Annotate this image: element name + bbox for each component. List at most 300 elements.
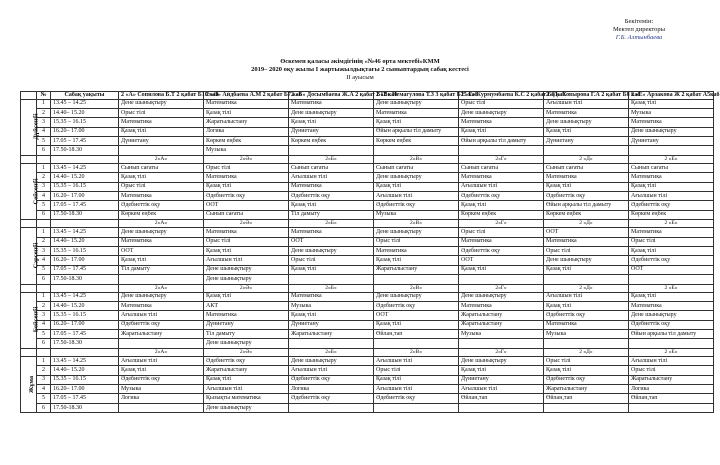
lesson-number: 6	[37, 339, 51, 348]
lesson-subject: Көркем еңбек	[629, 210, 714, 219]
lesson-subject: ООТ	[544, 228, 629, 237]
table-row	[21, 228, 714, 237]
lesson-subject: Жаратылыстану	[629, 375, 714, 384]
lesson-subject: Математика	[459, 237, 544, 246]
lesson-subject: Көркем еңбек	[119, 210, 204, 219]
class-label: 2 «Д»	[544, 220, 629, 228]
lesson-subject: Ағылшын тілі	[204, 256, 289, 265]
lesson-subject	[374, 403, 459, 412]
lesson-subject: Математика	[629, 118, 714, 127]
lesson-subject: Қазақ тілі	[459, 127, 544, 136]
lesson-subject: Әдебиеттік оқу	[374, 301, 459, 310]
lesson-subject: Жаратылыстану	[459, 320, 544, 329]
lesson-subject: Қазақ тілі	[374, 375, 459, 384]
lesson-subject: Сынып сағаты	[289, 163, 374, 172]
schedule-title: 2019– 2020 оқу жылы I жартыжылдықтағы 2 сыныптардың сабақ кестесі	[251, 66, 469, 73]
lesson-subject: Сынып сағаты	[459, 163, 544, 172]
lesson-subject	[629, 146, 714, 155]
lesson-subject: Орыс тілі	[204, 163, 289, 172]
lesson-subject: Дене шынықтыру	[289, 246, 374, 255]
lesson-subject: Математика	[629, 301, 714, 310]
lesson-subject: Қазақ тілі	[119, 256, 204, 265]
header-class-v: 2 «В» Немагулова Т.З 3 қабат Б15 каб	[374, 92, 459, 100]
lesson-time: 17.50-18.30	[51, 210, 119, 219]
table-row	[21, 394, 714, 403]
lesson-subject: Дүниетану	[629, 137, 714, 146]
class-label: 2«А»	[119, 155, 204, 163]
lesson-subject: Дене шынықтыру	[289, 356, 374, 365]
lesson-subject: Орыс тілі	[544, 246, 629, 255]
lesson-subject: Көркем еңбек	[459, 210, 544, 219]
lesson-subject: Әдебиеттік оқу	[629, 320, 714, 329]
table-row	[21, 201, 714, 210]
lesson-subject: Математика	[204, 173, 289, 182]
lesson-subject: Қазақ тілі	[544, 182, 629, 191]
lesson-subject: Қазақ тілі	[374, 320, 459, 329]
header-day	[21, 92, 37, 100]
class-label: 2«Г»	[459, 284, 544, 292]
lesson-subject: Музыка	[289, 301, 374, 310]
lesson-subject: Өйлан,тап	[374, 330, 459, 339]
lesson-subject: Өйлан,тап	[459, 394, 544, 403]
lesson-subject: Ағылшын тілі	[289, 173, 374, 182]
lesson-number: 3	[37, 311, 51, 320]
lesson-subject: Қазақ тілі	[204, 108, 289, 117]
class-label: 2 «Д»	[544, 348, 629, 356]
class-label: 2«Ә»	[204, 348, 289, 356]
lesson-subject: Қазақ тілі	[459, 265, 544, 274]
lesson-subject: Тіл дамыту	[204, 330, 289, 339]
lesson-subject: Дене шынықтыру	[204, 265, 289, 274]
approval-role: Мектеп директоры	[612, 26, 666, 33]
lesson-time: 13.45 – 14.25	[51, 356, 119, 365]
lesson-subject: Орыс тілі	[544, 356, 629, 365]
table-row	[21, 192, 714, 201]
lesson-subject: Қазақ тілі	[289, 265, 374, 274]
table-row	[21, 301, 714, 310]
lesson-subject: Ағылшын тілі	[119, 311, 204, 320]
lesson-time: 17.05 – 17.45	[51, 201, 119, 210]
lesson-subject: Ағылшын тілі	[629, 356, 714, 365]
lesson-subject: Математика	[544, 237, 629, 246]
lesson-subject: Қазақ тілі	[544, 127, 629, 136]
shift-label: II ауысым	[346, 74, 374, 81]
class-label: 2«В»	[374, 284, 459, 292]
lesson-subject: Әдебиеттік оқу	[119, 375, 204, 384]
lesson-number: 5	[37, 201, 51, 210]
table-row	[21, 366, 714, 375]
lesson-subject: Қазақ тілі	[629, 292, 714, 301]
lesson-number: 6	[37, 275, 51, 284]
lesson-subject: Жаратылыстану	[374, 265, 459, 274]
lesson-subject	[289, 403, 374, 412]
class-label-spacer	[21, 284, 37, 292]
lesson-subject: Дене шынықтыру	[459, 108, 544, 117]
lesson-time: 17.50-18.30	[51, 403, 119, 412]
lesson-time: 13.45 – 14.25	[51, 163, 119, 172]
lesson-subject: Әдебиеттік оқу	[374, 394, 459, 403]
lesson-subject: Әдебиеттік оқу	[544, 311, 629, 320]
lesson-subject: Өйын арқылы тіл дамыту	[374, 127, 459, 136]
table-row	[21, 375, 714, 384]
lesson-subject: Дүниетану	[289, 127, 374, 136]
header-time: Сабақ уақыты	[51, 92, 119, 100]
class-label: 2«Б»	[289, 220, 374, 228]
table-row	[21, 292, 714, 301]
lesson-subject: Әдебиеттік оқу	[289, 375, 374, 384]
lesson-subject: Ағылшын тілі	[374, 192, 459, 201]
lesson-subject: Математика	[119, 237, 204, 246]
lesson-time: 13.45 – 14.25	[51, 99, 119, 108]
lesson-subject: Математика	[289, 292, 374, 301]
class-label: 2«Г»	[459, 155, 544, 163]
lesson-subject	[289, 146, 374, 155]
lesson-subject: Өйын арқылы тіл дамыту	[459, 137, 544, 146]
lesson-subject: Орыс тілі	[119, 182, 204, 191]
lesson-subject: Қазақ тілі	[629, 182, 714, 191]
lesson-subject: Қазақ тілі	[289, 118, 374, 127]
lesson-subject: Математика	[119, 192, 204, 201]
lesson-time: 16.20– 17.00	[51, 256, 119, 265]
table-row	[21, 99, 714, 108]
lesson-number: 5	[37, 137, 51, 146]
class-label: 2«А»	[119, 348, 204, 356]
lesson-subject: Сынып сағаты	[629, 163, 714, 172]
class-label: 2 «Е»	[629, 155, 714, 163]
lesson-subject	[374, 275, 459, 284]
lesson-subject: ООТ	[629, 265, 714, 274]
lesson-subject: Қазақ тілі	[629, 246, 714, 255]
lesson-subject: Математика	[289, 228, 374, 237]
table-row	[21, 118, 714, 127]
lesson-number: 1	[37, 99, 51, 108]
lesson-subject: Дене шынықтыру	[204, 403, 289, 412]
lesson-subject: Қазақ тілі	[374, 182, 459, 191]
lesson-subject: Математика	[204, 311, 289, 320]
day-name-cell	[21, 228, 40, 284]
lesson-subject	[544, 403, 629, 412]
lesson-time: 14.40– 15.20	[51, 173, 119, 182]
lesson-subject: Ағылшын тілі	[289, 366, 374, 375]
lesson-subject: Қазақ тілі	[119, 173, 204, 182]
document-header	[0, 58, 720, 82]
lesson-subject: Жаратылыстану	[119, 330, 204, 339]
class-label-row	[21, 284, 714, 292]
lesson-subject: Логика	[629, 385, 714, 394]
lesson-subject: Математика	[459, 173, 544, 182]
lesson-subject: Дене шынықтыру	[289, 108, 374, 117]
lesson-number: 4	[37, 127, 51, 136]
lesson-subject: Қазақ тілі	[119, 366, 204, 375]
lesson-subject: Әдебиеттік оқу	[289, 394, 374, 403]
lesson-subject: Дене шынықтыру	[204, 275, 289, 284]
lesson-subject: ООТ	[374, 311, 459, 320]
lesson-subject: Жаратылыстану	[204, 366, 289, 375]
table-row	[21, 163, 714, 172]
lesson-subject: Орыс тілі	[374, 366, 459, 375]
lesson-subject: ООТ	[459, 256, 544, 265]
class-label: 2«Б»	[289, 284, 374, 292]
lesson-time: 17.50-18.30	[51, 146, 119, 155]
class-label: 2 «Д»	[544, 155, 629, 163]
class-label-spacer	[37, 284, 51, 292]
lesson-subject: Орыс тілі	[289, 256, 374, 265]
header-class-d: 2 «Д» Ковырова Г.А 2 қабат Б8 каб	[544, 92, 629, 100]
lesson-number: 6	[37, 210, 51, 219]
lesson-subject: Қазақ тілі	[459, 366, 544, 375]
class-label: 2«А»	[119, 284, 204, 292]
lesson-time: 14.40– 15.20	[51, 108, 119, 117]
lesson-subject: Математика	[544, 320, 629, 329]
header-class-g: 2 «Г» Курмумбаева К.С 2 қабат Б9 каб	[459, 92, 544, 100]
lesson-subject	[629, 403, 714, 412]
lesson-time: 17.05 – 17.45	[51, 330, 119, 339]
lesson-subject: ООТ	[289, 237, 374, 246]
lesson-subject	[544, 146, 629, 155]
lesson-subject: Музыка	[119, 385, 204, 394]
lesson-subject: Өйын арқылы тіл дамыту	[544, 201, 629, 210]
lesson-time: 15.35 – 16.15	[51, 311, 119, 320]
lesson-time: 16.20– 17.00	[51, 127, 119, 136]
lesson-time: 14.40– 15.20	[51, 237, 119, 246]
lesson-subject: Дене шынықтыру	[459, 292, 544, 301]
lesson-number: 3	[37, 182, 51, 191]
lesson-subject	[459, 146, 544, 155]
lesson-subject: Дене шынықтыру	[374, 292, 459, 301]
day-name-cell	[21, 356, 37, 412]
lesson-subject: Музыка	[544, 330, 629, 339]
lesson-subject: ООТ	[119, 246, 204, 255]
lesson-number: 1	[37, 356, 51, 365]
class-label-spacer	[37, 220, 51, 228]
lesson-subject: Орыс тілі	[374, 237, 459, 246]
lesson-subject: Әдебиеттік оқу	[204, 192, 289, 201]
lesson-subject: Орыс тілі	[204, 237, 289, 246]
table-row	[21, 210, 714, 219]
lesson-time: 15.35 – 16.15	[51, 118, 119, 127]
lesson-subject: Дене шынықтыру	[544, 118, 629, 127]
lesson-subject: Әдебиеттік оқу	[119, 320, 204, 329]
lesson-subject: Қазақ тілі	[204, 182, 289, 191]
class-label: 2 «Е»	[629, 284, 714, 292]
lesson-subject: Математика	[629, 173, 714, 182]
lesson-subject: Логика	[119, 394, 204, 403]
lesson-subject: Ағылшын тілі	[119, 356, 204, 365]
class-label-spacer	[21, 155, 37, 163]
class-label-spacer	[51, 155, 119, 163]
header-class-e: 2 «Е» Арзакова Ж 2 қабат А5каб	[629, 92, 714, 100]
class-label-spacer	[51, 284, 119, 292]
lesson-number: 4	[37, 192, 51, 201]
lesson-subject: Дене шынықтыру	[374, 228, 459, 237]
lesson-number: 4	[37, 385, 51, 394]
lesson-subject: Музыка	[374, 210, 459, 219]
lesson-subject: Дене шынықтыру	[119, 99, 204, 108]
lesson-subject: Жаратылыстану	[289, 330, 374, 339]
lesson-subject	[289, 275, 374, 284]
lesson-subject: Математика	[119, 118, 204, 127]
class-label: 2«В»	[374, 155, 459, 163]
lesson-subject: Сынып сағаты	[374, 163, 459, 172]
lesson-subject: Дүниетану	[204, 320, 289, 329]
table-row	[21, 173, 714, 182]
lesson-subject: Әдебиеттік оқу	[374, 201, 459, 210]
lesson-subject: Математика	[459, 118, 544, 127]
lesson-subject: Өйын арқылы тіл дамыту	[629, 330, 714, 339]
lesson-subject: Дене шынықтыру	[459, 356, 544, 365]
lesson-subject: Әдебиеттік оқу	[119, 201, 204, 210]
lesson-subject	[119, 403, 204, 412]
class-label: 2 «Е»	[629, 348, 714, 356]
lesson-subject: Сынып сағаты	[119, 163, 204, 172]
class-label: 2«Ә»	[204, 220, 289, 228]
lesson-subject: Ағылшын тілі	[459, 182, 544, 191]
table-row	[21, 403, 714, 412]
lesson-number: 4	[37, 320, 51, 329]
school-title: Өскемен қаласы әкімдігінің «№46 орта мектебі»КММ	[280, 58, 440, 65]
lesson-subject: Дене шынықтыру	[374, 173, 459, 182]
lesson-subject	[459, 339, 544, 348]
lesson-subject: Математика	[204, 228, 289, 237]
day-name: Сәрсенбі	[32, 242, 40, 269]
lesson-subject: Орыс тілі	[459, 228, 544, 237]
lesson-subject: Қызықты математика	[204, 394, 289, 403]
lesson-subject	[119, 275, 204, 284]
lesson-time: 17.50-18.30	[51, 339, 119, 348]
lesson-subject: Қазақ тілі	[289, 201, 374, 210]
lesson-number: 5	[37, 265, 51, 274]
lesson-subject: Әдебиеттік оқу	[629, 256, 714, 265]
lesson-number: 6	[37, 146, 51, 155]
class-label: 2 «Е»	[629, 220, 714, 228]
table-row	[21, 275, 714, 284]
lesson-subject: Логика	[289, 385, 374, 394]
class-label-spacer	[51, 220, 119, 228]
table-row	[21, 127, 714, 136]
lesson-number: 4	[37, 256, 51, 265]
table-row	[21, 265, 714, 274]
lesson-time: 13.45 – 14.25	[51, 228, 119, 237]
lesson-time: 14.40– 15.20	[51, 366, 119, 375]
lesson-time: 13.45 – 14.25	[51, 292, 119, 301]
lesson-subject: Дене шынықтыру	[629, 311, 714, 320]
lesson-number: 1	[37, 163, 51, 172]
lesson-subject: Ағылшын тілі	[204, 385, 289, 394]
lesson-subject: Әдебиеттік оқу	[204, 356, 289, 365]
lesson-subject: Қазақ тілі	[544, 366, 629, 375]
lesson-subject: Математика	[289, 182, 374, 191]
lesson-subject: Әдебиеттік оқу	[459, 192, 544, 201]
lesson-time: 16.20– 17.00	[51, 320, 119, 329]
schedule-body	[21, 99, 714, 413]
day-name-cell	[21, 99, 40, 155]
lesson-subject	[544, 275, 629, 284]
table-header-row	[21, 92, 714, 100]
table-row	[21, 108, 714, 117]
lesson-subject: Қазақ тілі	[374, 118, 459, 127]
lesson-subject: Математика	[374, 108, 459, 117]
header-num: №	[37, 92, 51, 100]
header-class-b: 2 «Б» Досымбаева Ж.А 2 қабат Б12 каб	[289, 92, 374, 100]
lesson-subject: Математика	[544, 173, 629, 182]
schedule-table	[20, 91, 720, 413]
lesson-subject: Сынып сағаты	[544, 163, 629, 172]
lesson-subject: Ағылшын тілі	[374, 385, 459, 394]
lesson-subject: Орыс тілі	[629, 366, 714, 375]
lesson-number: 1	[37, 292, 51, 301]
lesson-number: 2	[37, 173, 51, 182]
lesson-subject: Дене шынықтыру	[374, 99, 459, 108]
approval-title: Бекітемін:	[624, 18, 654, 25]
class-label: 2«Ә»	[204, 284, 289, 292]
lesson-time: 14.40– 15.20	[51, 301, 119, 310]
lesson-subject: Музыка	[459, 330, 544, 339]
lesson-subject	[459, 403, 544, 412]
lesson-subject: Дене шынықтыру	[544, 256, 629, 265]
lesson-subject: Дене шынықтыру	[119, 228, 204, 237]
lesson-subject: Сынып сағаты	[204, 210, 289, 219]
lesson-subject: Математика	[119, 301, 204, 310]
lesson-time: 17.50-18.30	[51, 275, 119, 284]
lesson-time: 15.35 – 16.15	[51, 375, 119, 384]
table-row	[21, 146, 714, 155]
lesson-number: 2	[37, 237, 51, 246]
table-row	[21, 182, 714, 191]
lesson-subject: Жаратылыстану	[204, 118, 289, 127]
table-row	[21, 320, 714, 329]
lesson-time: 15.35 – 16.15	[51, 182, 119, 191]
lesson-subject: Дүниетану	[544, 137, 629, 146]
lesson-subject: Қазақ тілі	[544, 301, 629, 310]
lesson-subject: Ағылшын тілі	[374, 356, 459, 365]
lesson-subject: Логика	[204, 127, 289, 136]
lesson-time: 17.05 – 17.45	[51, 394, 119, 403]
class-label: 2«Ә»	[204, 155, 289, 163]
class-label: 2«Г»	[459, 348, 544, 356]
lesson-number: 2	[37, 108, 51, 117]
day-name-cell	[21, 163, 40, 219]
lesson-subject: Математика	[459, 301, 544, 310]
lesson-subject: Тіл дамыту	[289, 210, 374, 219]
lesson-subject: Әдебиеттік оқу	[629, 201, 714, 210]
lesson-subject: Қазақ тілі	[289, 311, 374, 320]
lesson-subject: Қазақ тілі	[204, 292, 289, 301]
class-label-row	[21, 220, 714, 228]
lesson-subject: Қазақ тілі	[204, 246, 289, 255]
lesson-subject: Қазақ тілі	[119, 127, 204, 136]
lesson-subject: Орыс тілі	[119, 108, 204, 117]
class-label-row	[21, 155, 714, 163]
table-row	[21, 237, 714, 246]
lesson-subject: Көркем еңбек	[544, 210, 629, 219]
approval-block	[584, 18, 694, 42]
lesson-subject: Тіл дамыту	[119, 265, 204, 274]
lesson-subject: Көркем еңбек	[374, 137, 459, 146]
lesson-subject: Әдебиеттік оқу	[544, 192, 629, 201]
class-label-spacer	[51, 348, 119, 356]
lesson-number: 6	[37, 403, 51, 412]
table-row	[21, 246, 714, 255]
day-name-cell	[21, 292, 40, 348]
lesson-subject: Ағылшын тілі	[459, 385, 544, 394]
lesson-subject: Қазақ тілі	[204, 375, 289, 384]
header-class-a: 2 «А» Сопилова Б.Т 2 қабат Б10 каб	[119, 92, 204, 100]
class-label-row	[21, 348, 714, 356]
lesson-time: 15.35 – 16.15	[51, 246, 119, 255]
table-row	[21, 330, 714, 339]
lesson-subject: Дене шынықтыру	[204, 339, 289, 348]
table-row	[21, 356, 714, 365]
